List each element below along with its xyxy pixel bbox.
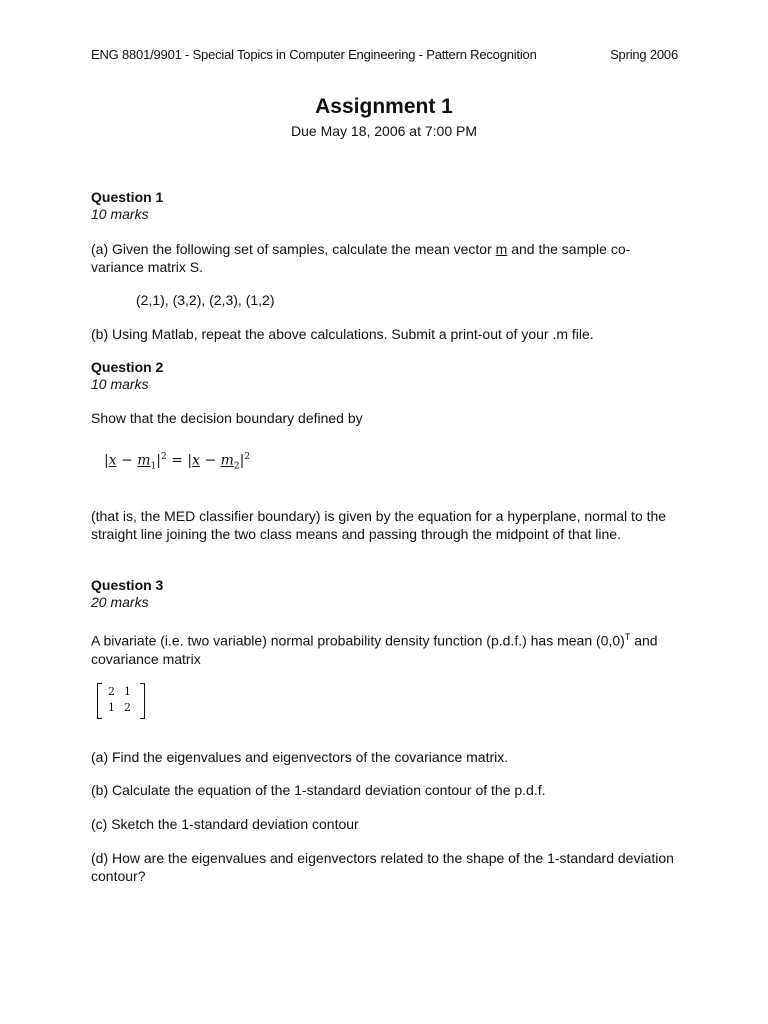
matrix-cell: 2: [124, 701, 131, 714]
question-2-marks: 10 marks: [91, 376, 149, 392]
question-3-marks: 20 marks: [91, 594, 149, 610]
question-3c-text: (c) Sketch the 1-standard deviation contour: [91, 816, 359, 832]
covariance-matrix: [97, 683, 145, 719]
matrix-cell: 2: [108, 685, 115, 698]
matrix-cell: 1: [124, 685, 131, 698]
question-3-intro-post: and covariance matrix: [91, 632, 658, 667]
question-3-intro: [91, 628, 681, 668]
question-3d-text: (d) How are the eigenvalues and eigenvectors related to the shape of the 1-standard deviation contour?: [91, 850, 674, 884]
question-1b-text: (b) Using Matlab, repeat the above calculations. Submit a print-out of your .m file.: [91, 326, 594, 342]
matrix-row: [105, 684, 137, 700]
term-header: Spring 2006: [610, 47, 678, 62]
question-1-marks: 10 marks: [91, 206, 149, 222]
question-1a-text: [91, 240, 681, 276]
course-header: ENG 8801/9901 - Special Topics in Computer Engineering - Pattern Recognition: [91, 47, 537, 62]
question-2-heading: Question 2: [91, 359, 164, 375]
question-2-intro: Show that the decision boundary defined by: [91, 410, 363, 426]
question-1-heading: Question 1: [91, 189, 164, 205]
sample-list: (2,1), (3,2), (2,3), (1,2): [136, 292, 275, 308]
page-title: Assignment 1: [315, 95, 453, 118]
boundary-equation: $|x - m_1|^2 = |x - m_2|^2$: [104, 452, 251, 472]
transpose-sup: T: [624, 632, 631, 642]
question-1a-post: and the sample co-variance matrix S.: [91, 241, 631, 275]
matrix-row: [105, 700, 137, 716]
matrix-left-bracket: [97, 683, 102, 719]
question-3-intro-pre: A bivariate (i.e. two variable) normal probability density function (p.d.f.) has mean (0,0): [91, 632, 625, 649]
matrix-cell: 1: [108, 701, 115, 714]
matrix-table: [105, 684, 137, 716]
mean-vector-symbol: m: [495, 241, 508, 257]
question-3a-text: (a) Find the eigenvalues and eigenvectors of the covariance matrix.: [91, 749, 509, 765]
due-date: Due May 18, 2006 at 7:00 PM: [291, 123, 477, 139]
question-1a-pre: (a) Given the following set of samples, calculate the mean vector: [91, 241, 496, 257]
question-3-heading: Question 3: [91, 577, 164, 593]
question-3b-text: (b) Calculate the equation of the 1-standard deviation contour of the p.d.f.: [91, 782, 546, 798]
matrix-right-bracket: [140, 683, 145, 719]
question-2-text: (that is, the MED classifier boundary) is given by the equation for a hyperplane, normal to the straight line joining the two class means and passing through the midpoint of that line.: [91, 508, 667, 542]
